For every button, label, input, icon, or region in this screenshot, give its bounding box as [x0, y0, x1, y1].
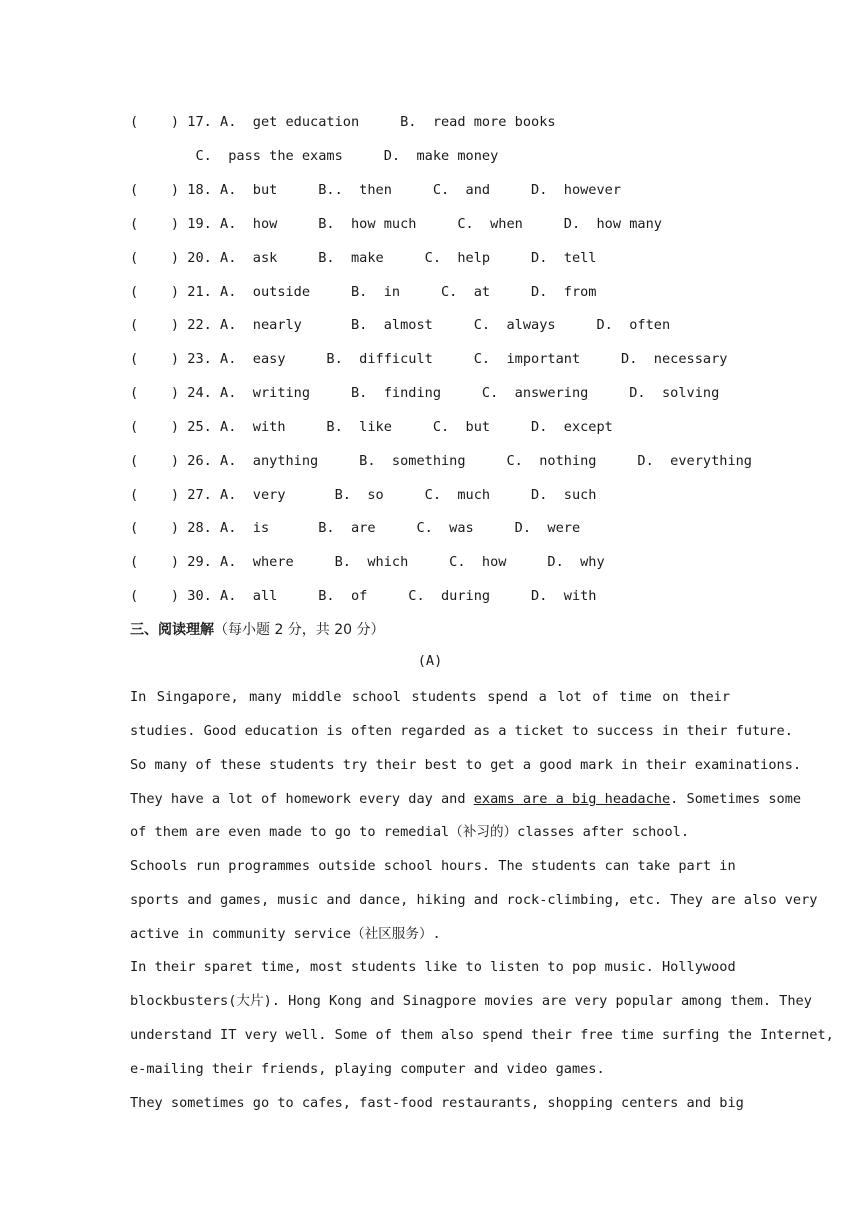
question-23: ( ) 23. A. easy B. difficult C. important D. necessary	[130, 351, 728, 367]
passage-line: So many of these students try their best to get a good mark in their examinations.	[130, 757, 802, 773]
passage-line: understand IT very well. Some of them also spend their free time surfing the Internet,	[130, 1027, 834, 1043]
question-28: ( ) 28. A. is B. are C. was D. were	[130, 520, 581, 536]
section-title: 三、阅读理解	[130, 622, 214, 638]
question-17: ( ) 17. A. get education B. read more books	[130, 114, 556, 130]
passage-line: In Singapore, many middle school students spend a lot of time on their	[130, 689, 730, 705]
passage-line: of them are even made to go to remedial（补习的）classes after school.	[130, 824, 690, 840]
section-note: （每小题 2 分，共 20 分）	[214, 622, 385, 638]
question-27: ( ) 27. A. very B. so C. much D. such	[130, 487, 597, 503]
question-17-options-cd: C. pass the exams D. make money	[130, 148, 499, 164]
question-29: ( ) 29. A. where B. which C. how D. why	[130, 554, 605, 570]
question-22: ( ) 22. A. nearly B. almost C. always D. often	[130, 317, 671, 333]
passage-line: studies. Good education is often regarded as a ticket to success in their future.	[130, 723, 793, 739]
passage-line	[130, 790, 802, 808]
question-20: ( ) 20. A. ask B. make C. help D. tell	[130, 250, 597, 266]
passage-text: They have a lot of homework every day and	[130, 791, 474, 807]
passage-text: . Sometimes some	[670, 791, 802, 807]
passage-label: (A)	[417, 653, 443, 669]
passage-line: e-mailing their friends, playing computer and video games.	[130, 1061, 605, 1077]
question-30: ( ) 30. A. all B. of C. during D. with	[130, 588, 597, 604]
question-18: ( ) 18. A. but B.. then C. and D. however	[130, 182, 622, 198]
passage-line: Schools run programmes outside school hours. The students can take part in	[130, 858, 736, 874]
question-21: ( ) 21. A. outside B. in C. at D. from	[130, 284, 597, 300]
question-26: ( ) 26. A. anything B. something C. nothing D. everything	[130, 453, 752, 469]
passage-line: sports and games, music and dance, hiking and rock-climbing, etc. They are also very	[130, 892, 818, 908]
passage-line: active in community service（社区服务）.	[130, 926, 441, 942]
question-25: ( ) 25. A. with B. like C. but D. except	[130, 419, 613, 435]
passage-line: They sometimes go to cafes, fast-food restaurants, shopping centers and big	[130, 1095, 744, 1111]
passage-line: blockbusters(大片). Hong Kong and Sinagpore movies are very popular among them. They	[130, 993, 812, 1009]
underlined-phrase: exams are a big headache	[473, 791, 671, 807]
section-heading	[130, 619, 385, 639]
question-19: ( ) 19. A. how B. how much C. when D. how many	[130, 216, 662, 232]
passage-line: In their sparet time, most students like to listen to pop music. Hollywood	[130, 959, 736, 975]
question-24: ( ) 24. A. writing B. finding C. answering D. solving	[130, 385, 720, 401]
